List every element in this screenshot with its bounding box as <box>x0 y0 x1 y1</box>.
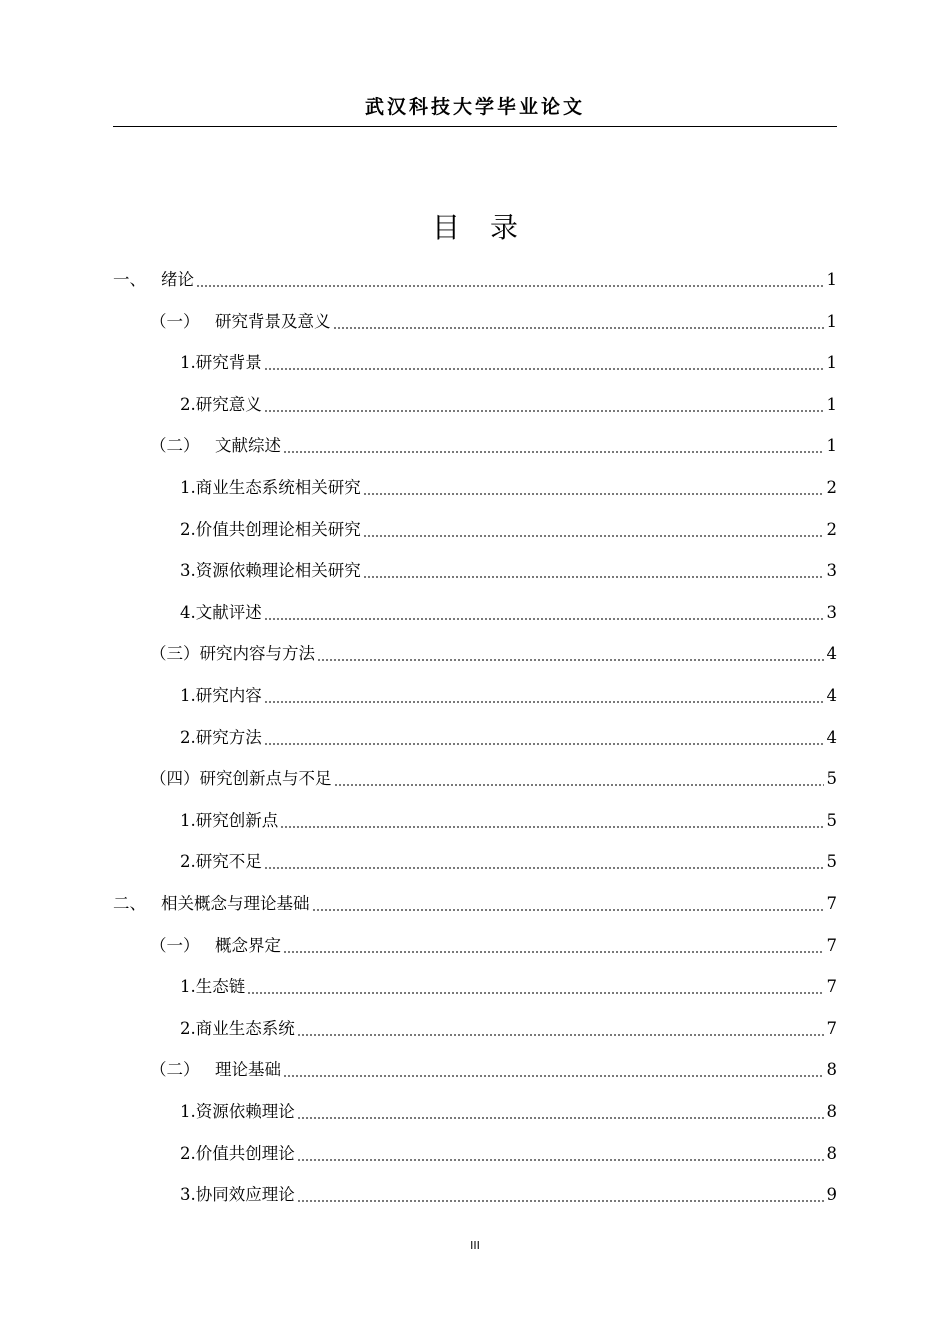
page-number: III <box>470 1239 480 1252</box>
toc-entry-number: 二、 <box>113 894 146 913</box>
toc-dot-leader <box>317 659 824 661</box>
toc-dot-leader <box>247 992 823 994</box>
toc-entry-page: 2 <box>826 519 837 539</box>
running-header: 武汉科技大学毕业论文 <box>364 96 585 118</box>
toc-entry-page: 2 <box>826 478 837 497</box>
toc-entry-page: 8 <box>826 1143 837 1163</box>
toc-entry-page: 4 <box>826 727 837 747</box>
toc-title-char: 录 <box>490 211 519 244</box>
toc-entry-page: 5 <box>826 810 837 830</box>
toc-entry[interactable] <box>180 1181 837 1209</box>
toc-dot-leader <box>264 743 824 745</box>
toc-dot-leader <box>280 826 823 828</box>
toc-entry-page: 4 <box>826 686 837 705</box>
toc-dot-leader <box>283 951 824 953</box>
toc-entry[interactable] <box>180 391 837 419</box>
toc-entry-title: 研究背景及意义 <box>215 311 331 331</box>
toc-entry-title: 2.研究方法 <box>180 727 262 747</box>
toc-entry-number: （二） <box>150 1060 200 1080</box>
toc-dot-leader <box>196 285 824 287</box>
toc-dot-leader <box>283 451 824 453</box>
toc-title <box>0 208 950 248</box>
toc-entry-number: （一） <box>150 935 200 955</box>
toc-dot-leader <box>264 410 824 412</box>
toc-entry-title: 2.研究不足 <box>180 852 262 872</box>
header-rule <box>113 126 837 127</box>
toc-entry-page: 3 <box>826 602 837 622</box>
toc-entry-page: 7 <box>826 977 837 997</box>
toc-dot-leader <box>297 1034 824 1036</box>
toc-dot-leader <box>264 701 824 703</box>
toc-dot-leader <box>297 1200 824 1202</box>
toc-entry-page: 3 <box>826 561 837 581</box>
toc-entry-page: 8 <box>826 1102 837 1121</box>
toc-entry[interactable] <box>180 724 837 752</box>
toc-dot-leader <box>283 1075 824 1077</box>
toc-entry-page: 7 <box>826 935 837 955</box>
toc-entry-title: 2.价值共创理论相关研究 <box>180 519 361 539</box>
toc-entry[interactable] <box>180 848 837 876</box>
toc-entry-page: 1 <box>826 436 837 456</box>
toc-entry[interactable] <box>180 1098 837 1126</box>
toc-entry-page: 7 <box>826 1018 837 1038</box>
toc-entry[interactable] <box>180 807 837 835</box>
toc-entry-page: 5 <box>826 769 837 789</box>
toc-entry[interactable] <box>180 599 837 627</box>
toc-entry-title: 理论基础 <box>215 1060 281 1080</box>
toc-dot-leader <box>297 1159 824 1161</box>
toc-entry-title: 4.文献评述 <box>180 602 262 622</box>
toc-entry-title: 1.生态链 <box>180 977 246 997</box>
toc-entry[interactable] <box>180 349 837 377</box>
toc-entry-title: 3.协同效应理论 <box>180 1185 295 1205</box>
toc-entry-title: （三）研究内容与方法 <box>150 644 315 664</box>
toc-entry-title: 2.研究意义 <box>180 394 262 414</box>
toc-entry-page: 1 <box>826 270 837 289</box>
toc-entry-page: 9 <box>826 1185 837 1205</box>
toc-entry-title: （四）研究创新点与不足 <box>150 769 332 789</box>
toc-entry[interactable] <box>150 308 837 336</box>
toc-entry-title: 概念界定 <box>215 935 281 955</box>
toc-entry-title: 1.研究内容 <box>180 686 262 705</box>
toc-entry-title: 2.价值共创理论 <box>180 1143 295 1163</box>
toc-entry[interactable] <box>180 682 837 710</box>
toc-entry-number: （二） <box>150 436 200 456</box>
toc-entry-number: （一） <box>150 311 200 331</box>
toc-entry-page: 4 <box>826 644 837 664</box>
toc-dot-leader <box>363 535 824 537</box>
toc-dot-leader <box>264 368 824 370</box>
toc-dot-leader <box>363 493 824 495</box>
toc-entry-page: 7 <box>826 894 837 913</box>
toc-entry-title: 1.商业生态系统相关研究 <box>180 478 361 497</box>
toc-entry[interactable] <box>150 765 837 793</box>
toc-entry-title: 文献综述 <box>215 436 281 456</box>
toc-entry-title: 1.研究创新点 <box>180 810 279 830</box>
toc-entry-title: 相关概念与理论基础 <box>161 894 310 913</box>
toc-entry[interactable] <box>113 890 837 918</box>
toc-entry[interactable] <box>180 1015 837 1043</box>
toc-dot-leader <box>333 327 824 329</box>
toc-entry-number: 一、 <box>113 270 146 289</box>
toc-entry-page: 1 <box>826 311 837 331</box>
toc-entry[interactable] <box>150 640 837 668</box>
toc-dot-leader <box>312 909 824 911</box>
toc-entry[interactable] <box>150 432 837 460</box>
toc-entry-title: 1.资源依赖理论 <box>180 1102 295 1121</box>
toc-dot-leader <box>297 1117 824 1119</box>
toc-dot-leader <box>363 576 824 578</box>
toc-dot-leader <box>264 618 824 620</box>
toc-entry-title: 绪论 <box>161 270 194 289</box>
toc-entry[interactable] <box>150 1056 837 1084</box>
toc-entry[interactable] <box>180 516 837 544</box>
toc-entry-page: 1 <box>826 394 837 414</box>
toc-dot-leader <box>264 867 824 869</box>
toc-entry[interactable] <box>180 557 837 585</box>
toc-entry[interactable] <box>180 474 837 502</box>
toc-entry-title: 3.资源依赖理论相关研究 <box>180 561 361 581</box>
toc-entry[interactable] <box>180 973 837 1001</box>
toc-entry[interactable] <box>180 1140 837 1168</box>
toc-entry-title: 2.商业生态系统 <box>180 1018 295 1038</box>
toc-dot-leader <box>334 784 824 786</box>
toc-entry[interactable] <box>150 932 837 960</box>
toc-entry-page: 8 <box>826 1060 837 1080</box>
toc-entry[interactable] <box>113 266 837 294</box>
toc-entry-title: 1.研究背景 <box>180 353 262 373</box>
toc-title-char: 目 <box>431 211 460 244</box>
toc-entry-page: 1 <box>826 353 837 373</box>
toc-entry-page: 5 <box>826 852 837 872</box>
